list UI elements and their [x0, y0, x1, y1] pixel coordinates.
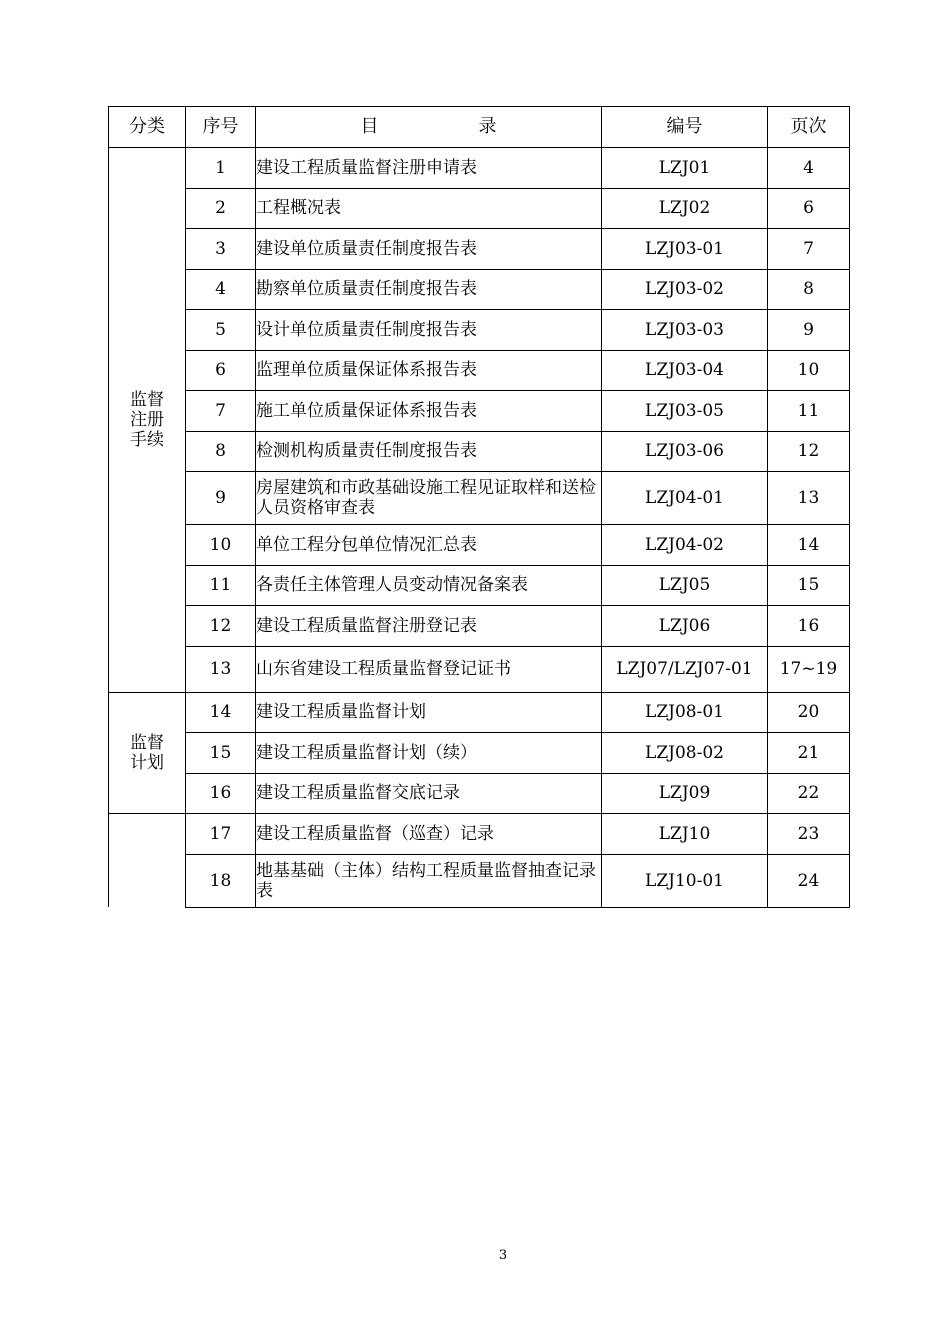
- page-cell: 6: [768, 188, 850, 229]
- code-cell: LZJ02: [602, 188, 768, 229]
- seq-cell: 12: [186, 606, 256, 647]
- table-row: [109, 692, 850, 733]
- title-cell: 单位工程分包单位情况汇总表: [256, 525, 602, 566]
- header-category: 分类: [109, 107, 186, 148]
- code-cell: LZJ08-01: [602, 692, 768, 733]
- page-cell: 11: [768, 391, 850, 432]
- table-row: [109, 646, 850, 692]
- table-row: [109, 391, 850, 432]
- page-cell: 4: [768, 148, 850, 189]
- category-cell: 监督注册手续: [109, 148, 186, 693]
- title-cell: 建设工程质量监督交底记录: [256, 773, 602, 814]
- page-cell: 13: [768, 472, 850, 525]
- header-title: [256, 107, 602, 148]
- seq-cell: 9: [186, 472, 256, 525]
- seq-cell: 4: [186, 269, 256, 310]
- page-cell: 21: [768, 733, 850, 774]
- page-cell: 7: [768, 229, 850, 270]
- page-cell: 10: [768, 350, 850, 391]
- seq-cell: 18: [186, 854, 256, 907]
- title-cell: 山东省建设工程质量监督登记证书: [256, 646, 602, 692]
- page-cell: 24: [768, 854, 850, 907]
- seq-cell: 8: [186, 431, 256, 472]
- header-seq: 序号: [186, 107, 256, 148]
- code-cell: LZJ05: [602, 565, 768, 606]
- table-row: [109, 310, 850, 351]
- table-row: [109, 188, 850, 229]
- toc-table: [108, 106, 850, 908]
- seq-cell: 10: [186, 525, 256, 566]
- title-cell: 施工单位质量保证体系报告表: [256, 391, 602, 432]
- title-cell: 地基基础（主体）结构工程质量监督抽查记录表: [256, 854, 602, 907]
- code-cell: LZJ08-02: [602, 733, 768, 774]
- title-cell: 建设工程质量监督注册登记表: [256, 606, 602, 647]
- code-cell: LZJ03-01: [602, 229, 768, 270]
- seq-cell: 14: [186, 692, 256, 733]
- code-cell: LZJ10-01: [602, 854, 768, 907]
- table-row: [109, 472, 850, 525]
- table-row: [109, 814, 850, 855]
- header-title-b: 录: [478, 116, 497, 137]
- code-cell: LZJ06: [602, 606, 768, 647]
- code-cell: LZJ03-04: [602, 350, 768, 391]
- page-cell: 22: [768, 773, 850, 814]
- title-cell: 房屋建筑和市政基础设施工程见证取样和送检人员资格审查表: [256, 472, 602, 525]
- title-cell: 勘察单位质量责任制度报告表: [256, 269, 602, 310]
- page-cell: 17~19: [768, 646, 850, 692]
- page-cell: 16: [768, 606, 850, 647]
- page-cell: 12: [768, 431, 850, 472]
- page-number: 3: [498, 1248, 508, 1263]
- title-cell: 建设工程质量监督计划（续）: [256, 733, 602, 774]
- code-cell: LZJ03-06: [602, 431, 768, 472]
- table-row: [109, 565, 850, 606]
- header-page: 页次: [768, 107, 850, 148]
- seq-cell: 5: [186, 310, 256, 351]
- seq-cell: 7: [186, 391, 256, 432]
- code-cell: LZJ03-05: [602, 391, 768, 432]
- page-cell: 8: [768, 269, 850, 310]
- table-row: [109, 733, 850, 774]
- category-cell: [109, 814, 186, 908]
- table-row: [109, 431, 850, 472]
- header-title-a: 目: [360, 116, 379, 137]
- table-row: [109, 148, 850, 189]
- category-cell: 监督计划: [109, 692, 186, 814]
- title-cell: 工程概况表: [256, 188, 602, 229]
- seq-cell: 3: [186, 229, 256, 270]
- table-row: [109, 773, 850, 814]
- page-cell: 14: [768, 525, 850, 566]
- table-row: [109, 854, 850, 907]
- table-row: [109, 229, 850, 270]
- title-cell: 建设工程质量监督计划: [256, 692, 602, 733]
- code-cell: LZJ04-02: [602, 525, 768, 566]
- page-cell: 15: [768, 565, 850, 606]
- seq-cell: 11: [186, 565, 256, 606]
- title-cell: 建设工程质量监督（巡查）记录: [256, 814, 602, 855]
- table-row: [109, 269, 850, 310]
- table-row: [109, 525, 850, 566]
- code-cell: LZJ03-02: [602, 269, 768, 310]
- title-cell: 建设工程质量监督注册申请表: [256, 148, 602, 189]
- code-cell: LZJ07/LZJ07-01: [602, 646, 768, 692]
- seq-cell: 16: [186, 773, 256, 814]
- title-cell: 监理单位质量保证体系报告表: [256, 350, 602, 391]
- seq-cell: 17: [186, 814, 256, 855]
- header-code: 编号: [602, 107, 768, 148]
- code-cell: LZJ04-01: [602, 472, 768, 525]
- table-row: [109, 606, 850, 647]
- code-cell: LZJ01: [602, 148, 768, 189]
- seq-cell: 1: [186, 148, 256, 189]
- title-cell: 检测机构质量责任制度报告表: [256, 431, 602, 472]
- seq-cell: 6: [186, 350, 256, 391]
- title-cell: 设计单位质量责任制度报告表: [256, 310, 602, 351]
- code-cell: LZJ03-03: [602, 310, 768, 351]
- seq-cell: 2: [186, 188, 256, 229]
- title-cell: 建设单位质量责任制度报告表: [256, 229, 602, 270]
- title-cell: 各责任主体管理人员变动情况备案表: [256, 565, 602, 606]
- code-cell: LZJ09: [602, 773, 768, 814]
- code-cell: LZJ10: [602, 814, 768, 855]
- seq-cell: 13: [186, 646, 256, 692]
- page-cell: 23: [768, 814, 850, 855]
- page-cell: 9: [768, 310, 850, 351]
- page-cell: 20: [768, 692, 850, 733]
- table-row: [109, 350, 850, 391]
- seq-cell: 15: [186, 733, 256, 774]
- header-row: [109, 107, 850, 148]
